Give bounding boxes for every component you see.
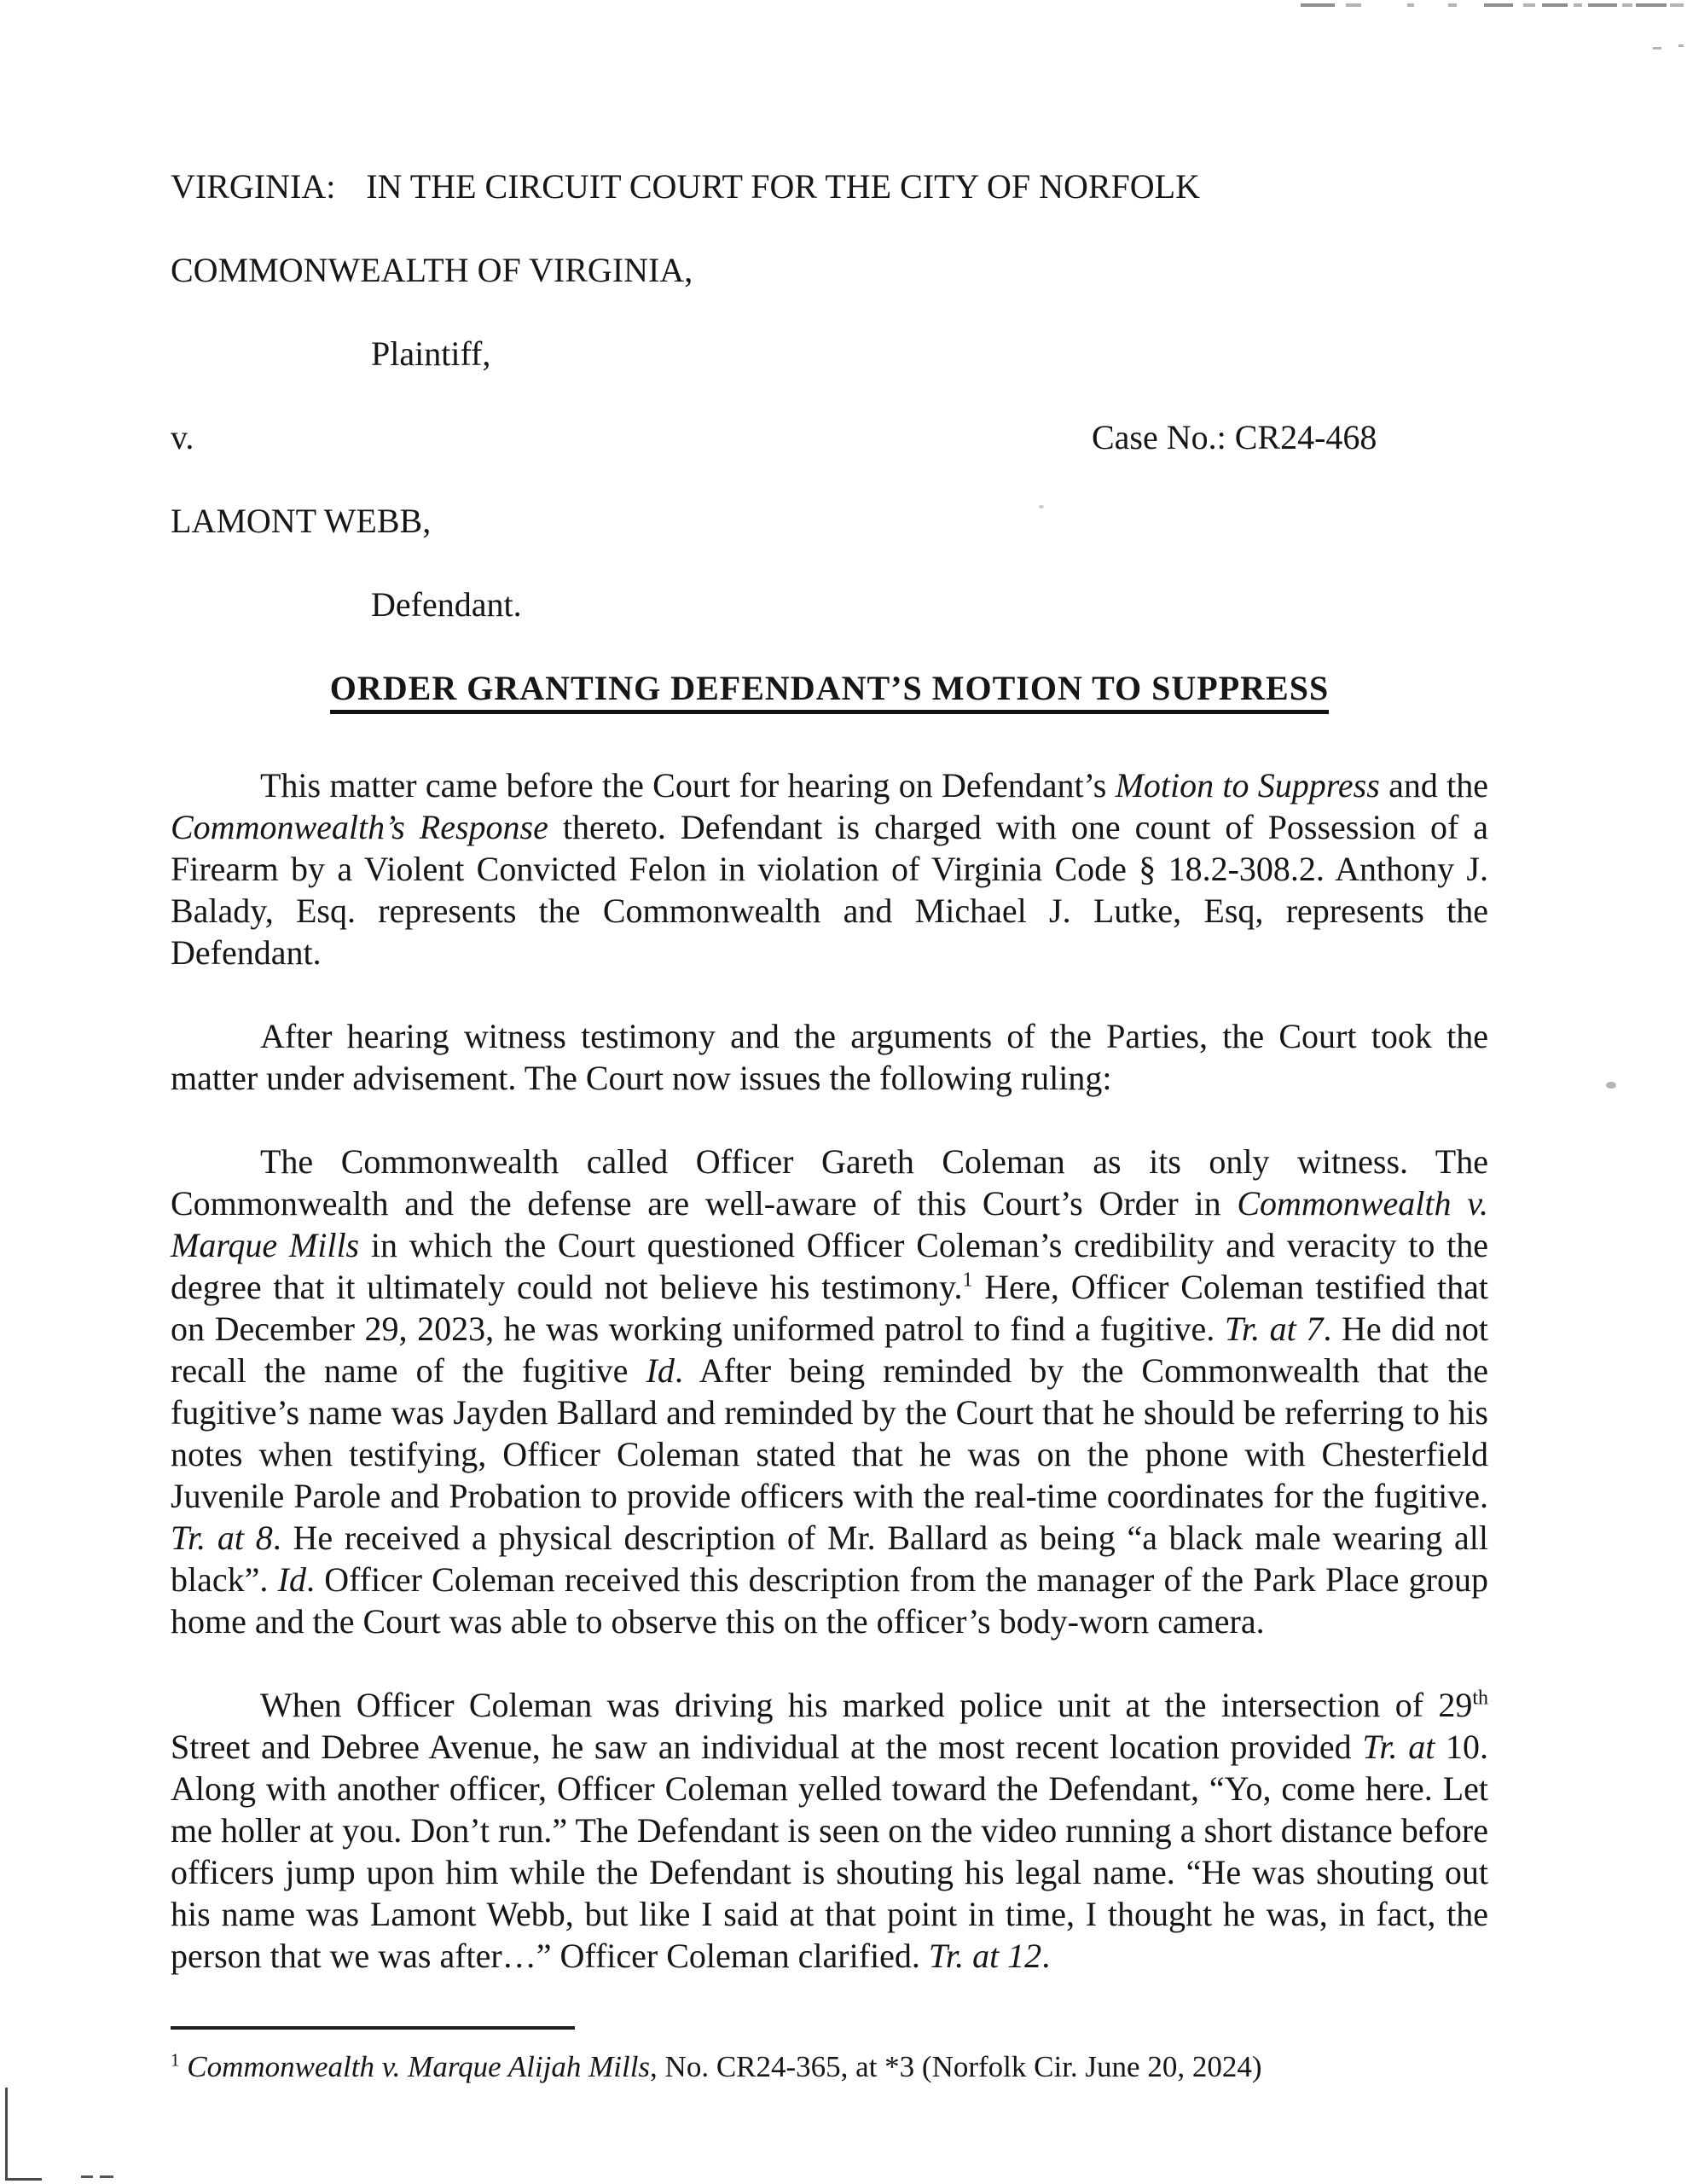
scan-corner-bracket xyxy=(5,2088,42,2181)
case-caption xyxy=(171,145,1488,647)
scan-artifact xyxy=(1542,3,1568,7)
scan-artifact xyxy=(100,2175,113,2178)
scan-artifact xyxy=(1407,3,1414,7)
paragraph-1: This matter came before the Court for hearing on Defendant’s Motion to Suppress and the Commonwealth’s Response thereto. Defendant is charged with one count of Possession of a Firearm by a Violent Convicted Felon in violation of Virginia Code § 18.2-308.2. Anthony J. Balady, Esq. represents the Commonwealth and Michael J. Lutke, Esq, represents the Defendant. xyxy=(171,766,1488,972)
case-number: Case No.: CR24-468 xyxy=(1092,418,1377,456)
versus-line xyxy=(171,396,1488,479)
scan-artifact xyxy=(1588,3,1617,7)
scan-artifact xyxy=(1606,1082,1616,1089)
footnote-block xyxy=(171,2026,1488,2086)
footnote-text: $^1$ Commonwealth v. Marque Alijah Mills, No. CR24-365, at *3 (Norfolk Cir. June 20, 2024) xyxy=(171,2049,1262,2083)
scan-artifact xyxy=(1636,3,1667,7)
order-title-row xyxy=(171,647,1488,730)
scan-artifact xyxy=(1346,3,1361,7)
versus-label: v. xyxy=(171,418,194,456)
plaintiff-name: COMMONWEALTH OF VIRGINIA, xyxy=(171,251,693,289)
defendant-name: LAMONT WEBB, xyxy=(171,502,432,540)
paragraph-4: When Officer Coleman was driving his marked police unit at the intersection of 29th Street and Debree Avenue, he saw an individual at the most recent location provided Tr. at 10. Along with another officer, Officer Coleman yelled toward the Defendant, “Yo, come here. Let me holler at you. Don’t run.” The Defendant is seen on the video running a short distance before officers jump upon him while the Defendant is shouting his legal name. “He was shouting out his name was Lamont Webb, but like I said at that point in time, I thought he was, in fact, the person that we was after…” Officer Coleman clarified. Tr. at 12. xyxy=(171,1686,1489,1975)
scan-artifact xyxy=(1653,47,1661,49)
state-label: VIRGINIA: xyxy=(171,167,336,206)
scan-artifact xyxy=(1523,3,1535,7)
scan-artifact xyxy=(81,2175,93,2178)
scan-artifact xyxy=(1301,3,1335,7)
scan-artifact xyxy=(1484,3,1513,7)
scan-artifact xyxy=(1448,3,1457,7)
defendant-role: Defendant. xyxy=(371,585,522,624)
paragraph-3: The Commonwealth called Officer Gareth Coleman as its only witness. The Commonwealth and the defense are well-aware of this Court’s Order in Commonwealth v. Marque Mills in which the Court questioned Officer Coleman’s credibility and veracity to the degree that it ultimately could not believe his testimony.$^1$ Here, Officer Coleman testified that on December 29, 2023, he was working uniformed patrol to find a fugitive. Tr. at 7. He did not recall the name of the fugitive Id. After being reminded by the Commonwealth that the fugitive’s name was Jayden Ballard and reminded by the Court that he should be referring to his notes when testifying, Officer Coleman stated that he was on the phone with Chesterfield Juvenile Parole and Probation to provide officers with the real-time coordinates for the fugitive. Tr. at 8. He received a physical description of Mr. Ballard as being “a black male wearing all black”. Id. Officer Coleman received this description from the manager of the Park Place group home and the Court was able to observe this on the officer’s body-worn camera. xyxy=(171,1142,1489,1641)
page-title: ORDER GRANTING DEFENDANT’S MOTION TO SUPPRESS xyxy=(330,670,1329,714)
footnote-separator xyxy=(171,2026,575,2030)
scan-artifact xyxy=(1622,3,1632,7)
scan-artifact xyxy=(1670,3,1684,7)
scan-artifact xyxy=(1039,505,1044,508)
plaintiff-role: Plaintiff, xyxy=(371,334,491,373)
scan-artifact xyxy=(1574,3,1582,7)
scan-artifact xyxy=(1678,44,1684,47)
court-header-line xyxy=(171,145,1488,229)
paragraph-2: After hearing witness testimony and the arguments of the Parties, the Court took the matter under advisement. The Court now issues the following ruling: xyxy=(171,1017,1488,1097)
court-name: IN THE CIRCUIT COURT FOR THE CITY OF NORFOLK xyxy=(366,167,1200,206)
